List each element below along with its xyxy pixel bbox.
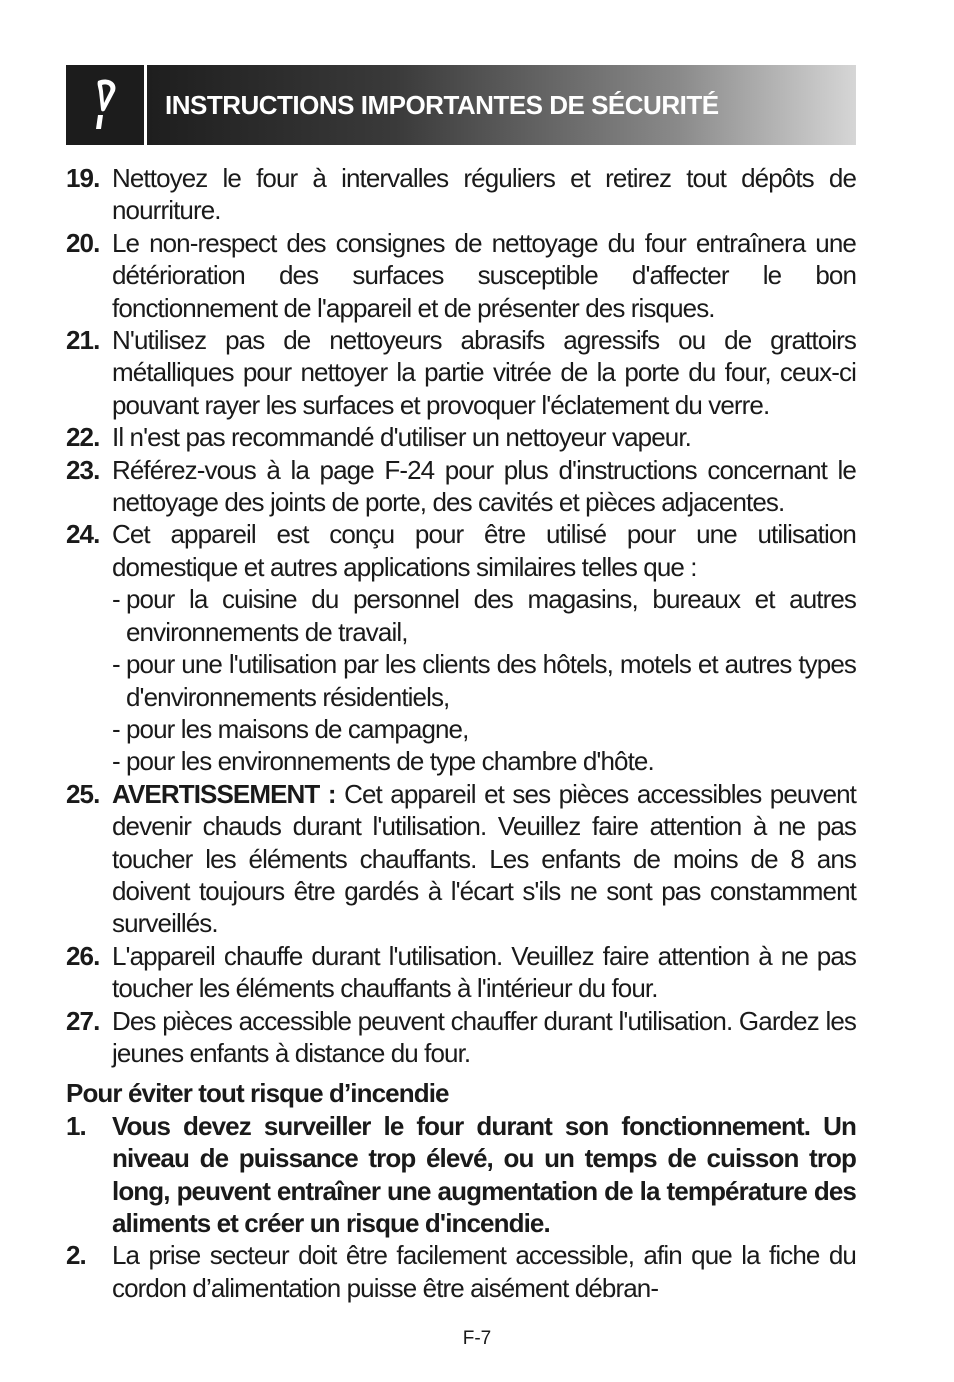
item-number: 22. [66,422,100,453]
sub-item-text: pour les environnements de type chambre d'hôte. [126,746,654,777]
item-text: Nettoyez le four à intervalles réguliers et retirez tout dépôts de nourriture. [112,163,856,226]
item-number: 2. [66,1240,86,1271]
sub-item-text: pour une l'utilisation par les clients des hôtels, motels et autres types d'environnements résidentiels, [126,649,856,712]
warning-label: AVERTISSEMENT : [112,778,336,809]
item-text: Cet appareil est conçu pour être utilisé pour une utilisation domestique et autres applications similaires telles que : [112,519,856,582]
list-item [66,1005,856,1070]
item-text: Des pièces accessible peuvent chauffer durant l'utilisation. Gardez les jeunes enfants à distance du four. [112,1005,856,1068]
sub-list-item [112,745,856,777]
exclamation-icon [88,77,122,133]
item-text [112,778,856,940]
list-item [66,324,856,421]
dash-bullet: - [112,584,120,615]
item-number: 27. [66,1005,100,1036]
warning-text: Cet appareil et ses pièces accessibles peuvent devenir chauds durant l'utilisation. Veuillez faire attention à ne pas toucher les éléments chauffants. Les enfants de moins de 8 ans doivent toujours être gardés à l'écart s'ils ne sont pas constamment surveillés. [112,778,857,939]
page-number: F-7 [462,1328,492,1349]
item-number: 26. [66,940,100,971]
item-number: 21. [66,325,100,356]
list-item [66,1110,856,1240]
item-text: Le non-respect des consignes de nettoyage du four entraînera une détérioration des surfaces susceptible d'affecter le bon fonctionnement de l'appareil et de présenter des risques. [112,227,856,323]
list-item [66,1239,856,1304]
dash-bullet: - [112,649,120,680]
item-text: La prise secteur doit être facilement accessible, afin que la fiche du cordon d’alimentation puisse être aisément débran- [112,1240,856,1303]
item-number: 24. [66,519,100,550]
item-number: 19. [66,163,100,193]
item-number: 25. [66,778,100,809]
item-text: N'utilisez pas de nettoyeurs abrasifs agressifs ou de grattoirs métalliques pour nettoyer la partie vitrée de la porte du four, ceux-ci pouvant rayer les surfaces et provoquer l'éclatement du verre. [112,325,856,420]
dash-bullet: - [112,713,120,744]
page-title: INSTRUCTIONS IMPORTANTES DE SÉCURITÉ [165,89,719,120]
fire-section-title: Pour éviter tout risque d’incendie [66,1078,449,1109]
sub-item-text: pour la cuisine du personnel des magasins, bureaux et autres environnements de travail, [126,584,856,647]
list-item [66,940,856,1005]
item-text: Il n'est pas recommandé d'utiliser un nettoyeur vapeur. [112,422,691,453]
list-item [66,227,856,324]
instructions-body [66,162,856,1304]
list-item [66,778,856,940]
warning-badge [66,65,144,145]
item-number: 20. [66,227,100,258]
header-bar [147,65,856,145]
item-text: L'appareil chauffe durant l'utilisation. Veuillez faire attention à ne pas toucher les éléments chauffants à l'intérieur du four. [112,940,856,1004]
item-text: Référez-vous à la page F-24 pour plus d'instructions concernant le nettoyage des joints de porte, des cavités et pièces adjacentes. [112,454,856,518]
list-item [66,454,856,519]
list-item [66,421,856,453]
sub-list-item [112,713,856,745]
sub-list-item [112,583,856,648]
list-item [66,518,856,583]
dash-bullet: - [112,746,120,777]
item-number: 1. [66,1110,86,1141]
item-text: Vous devez surveiller le four durant son fonctionnement. Un niveau de puissance trop élevé, ou un temps de cuisson trop long, peuvent entraîner une augmentation de la température des aliments et créer un risque d'incendie. [112,1110,856,1238]
item-number: 23. [66,454,100,485]
sub-item-text: pour les maisons de campagne, [126,713,469,744]
sub-list-item [112,648,856,713]
section-header [66,65,856,145]
list-item [66,162,856,227]
